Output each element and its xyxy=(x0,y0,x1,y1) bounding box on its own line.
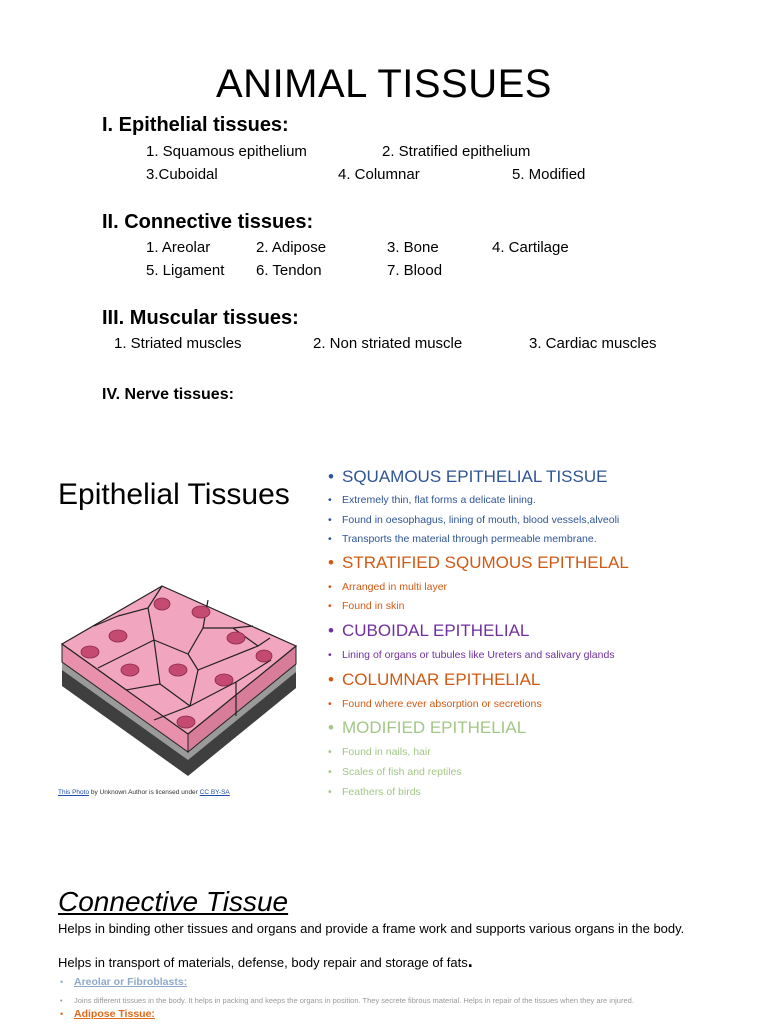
connective-line-2 xyxy=(58,951,473,972)
epithelial-bullet-2 xyxy=(328,494,536,506)
bullet-dot: • xyxy=(328,533,332,545)
epithelial-bullet-12 xyxy=(328,718,526,738)
epithelial-bullet-9 xyxy=(328,649,615,661)
connective-bullet-areolar xyxy=(60,972,187,990)
bullet-text: CUBOIDAL EPITHELIAL xyxy=(342,621,530,640)
bullet-text: COLUMNAR EPITHELIAL xyxy=(342,670,541,689)
epithelial-bullet-11 xyxy=(328,698,542,710)
connective-item-2: 2. Adipose xyxy=(256,239,327,256)
bullet-dot: • xyxy=(328,718,334,737)
bullet-dot: • xyxy=(328,746,332,758)
bullet-dot: • xyxy=(328,670,334,689)
connective-line-1: Helps in binding other tissues and organs and provide a frame work and supports various organs in the body. xyxy=(58,921,685,936)
bullet-text: Lining of organs or tubules like Ureters and salivary glands xyxy=(342,649,615,661)
connective-item-6: 6. Tendon xyxy=(256,262,322,279)
bullet-text: MODIFIED EPITHELIAL xyxy=(342,718,527,737)
epithelial-item-3: 3.Cuboidal xyxy=(146,166,218,183)
bullet-text: Found where ever absorption or secretions xyxy=(342,698,542,710)
adipose-heading: Adipose Tissue: xyxy=(74,1008,155,1020)
bullet-text: SQUAMOUS EPITHELIAL TISSUE xyxy=(342,467,608,486)
muscular-item-2: 2. Non striated muscle xyxy=(313,335,463,352)
connective-item-4: 4. Cartilage xyxy=(492,239,569,256)
bullet-text: Found in nails, hair xyxy=(342,746,431,758)
epithelial-bullet-4 xyxy=(328,533,597,545)
bullet-text: Scales of fish and reptiles xyxy=(342,766,462,778)
bullet-dot: • xyxy=(328,553,334,572)
page-title: ANIMAL TISSUES xyxy=(216,62,552,106)
areolar-heading: Areolar or Fibroblasts: xyxy=(74,976,188,988)
connective-item-1: 1. Areolar xyxy=(146,239,211,256)
bullet-text: Feathers of birds xyxy=(342,786,421,798)
areolar-description: Joins different tissues in the body. It helps in packing and keeps the organs in position. They secrete fibrous material. Helps in repair of the tissues when they are injured. xyxy=(74,996,634,1005)
epithelial-bullet-7 xyxy=(328,600,404,612)
connective-item-7: 7. Blood xyxy=(387,262,443,279)
connective-item-3: 3. Bone xyxy=(387,239,439,256)
connective-line-2-period: . xyxy=(467,951,473,971)
photo-link[interactable]: This Photo xyxy=(58,789,90,796)
connective-slide-title: Connective Tissue xyxy=(58,886,289,917)
muscular-heading: III. Muscular tissues: xyxy=(102,307,299,329)
bullet-dot: • xyxy=(60,996,63,1005)
bullet-dot: • xyxy=(328,514,332,526)
epithelial-item-2: 2. Stratified epithelium xyxy=(382,143,531,160)
bullet-dot: • xyxy=(328,621,334,640)
muscular-item-1: 1. Striated muscles xyxy=(114,335,242,352)
epithelial-bullet-10 xyxy=(328,670,540,690)
bullet-text: Found in skin xyxy=(342,600,405,612)
bullet-dot: • xyxy=(60,977,64,987)
bullet-dot: • xyxy=(328,698,332,710)
connective-bullet-adipose xyxy=(60,1004,155,1022)
epithelial-bullet-6 xyxy=(328,581,447,593)
connective-line-2-text: Helps in transport of materials, defense, body repair and storage of fats xyxy=(58,955,468,970)
epithelial-item-5: 5. Modified xyxy=(512,166,586,183)
connective-heading: II. Connective tissues: xyxy=(102,211,314,233)
epithelial-item-1: 1. Squamous epithelium xyxy=(146,143,307,160)
epithelial-bullet-15 xyxy=(328,786,421,798)
epithelial-slide-title: Epithelial Tissues xyxy=(58,478,290,511)
epithelial-cells-illustration xyxy=(58,578,298,778)
epithelial-bullet-3 xyxy=(328,514,619,526)
epithelial-item-4: 4. Columnar xyxy=(338,166,420,183)
bullet-text: STRATIFIED SQUMOUS EPITHELAL xyxy=(342,553,629,572)
epithelial-bullet-13 xyxy=(328,746,431,758)
bullet-dot: • xyxy=(328,600,332,612)
bullet-dot: • xyxy=(60,1009,64,1019)
epithelial-bullet-1 xyxy=(328,467,607,487)
bullet-text: Arranged in multi layer xyxy=(342,581,448,593)
bullet-dot: • xyxy=(328,766,332,778)
bullet-dot: • xyxy=(328,786,332,798)
epithelial-bullet-14 xyxy=(328,766,462,778)
bullet-dot: • xyxy=(328,581,332,593)
epithelial-bullet-8 xyxy=(328,621,529,641)
bullet-dot: • xyxy=(328,494,332,506)
connective-item-5: 5. Ligament xyxy=(146,262,225,279)
bullet-text: Found in oesophagus, lining of mouth, blood vessels,alveoli xyxy=(342,514,620,526)
bullet-text: Extremely thin, flat forms a delicate lining. xyxy=(342,494,536,506)
credit-text: by Unknown Author is licensed under xyxy=(89,789,200,796)
photo-credit xyxy=(58,789,230,796)
epithelial-heading: I. Epithelial tissues: xyxy=(102,114,289,136)
nerve-heading: IV. Nerve tissues: xyxy=(102,386,234,403)
bullet-text: Transports the material through permeable membrane. xyxy=(342,533,597,545)
bullet-dot: • xyxy=(328,649,332,661)
epithelial-bullet-5 xyxy=(328,553,629,573)
muscular-item-3: 3. Cardiac muscles xyxy=(529,335,657,352)
license-link[interactable]: CC BY-SA xyxy=(199,789,230,796)
bullet-dot: • xyxy=(328,467,334,486)
